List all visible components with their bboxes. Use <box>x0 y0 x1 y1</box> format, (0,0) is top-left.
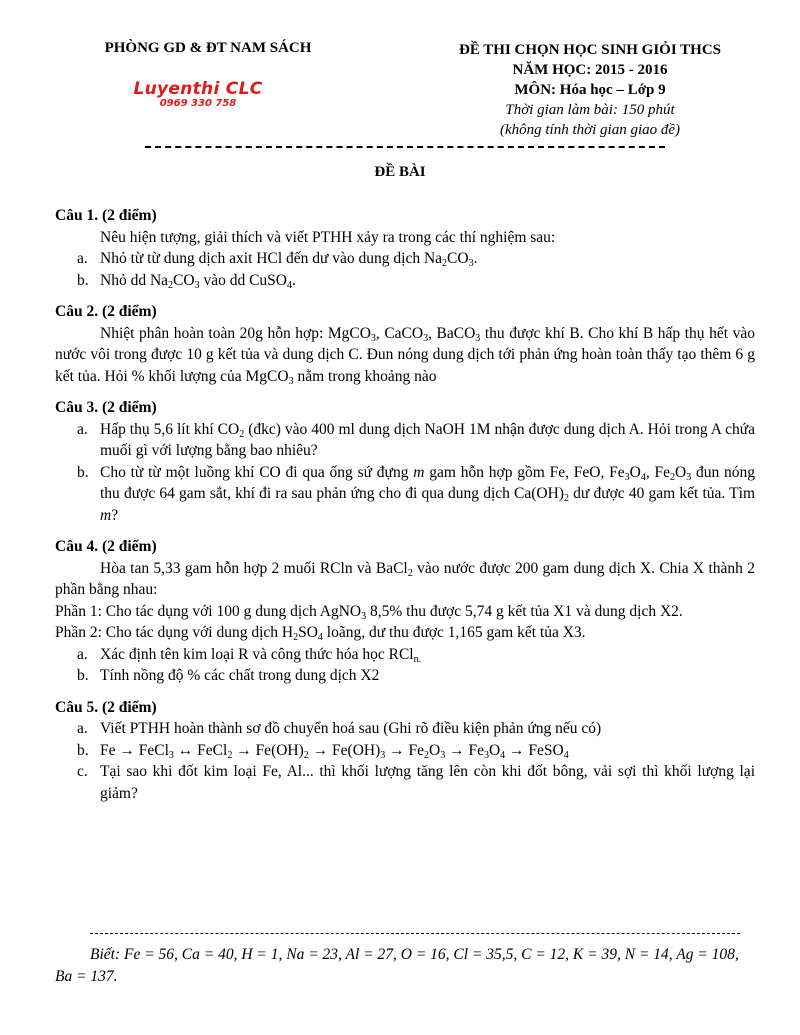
q5-b-mark: b. <box>77 741 89 759</box>
q4-item-b <box>55 665 755 687</box>
q1-title: Câu 1. (2 điểm) <box>55 207 157 224</box>
header-divider <box>145 146 665 148</box>
exam-content <box>55 205 755 804</box>
q4-b-mark: b. <box>77 667 89 684</box>
footer-text: Biết: Fe = 56, Ca = 40, H = 1, Na = 23, Al = 27, O = 16, Cl = 35,5, C = 12, K = 39, N = 14, Ag = 108, Ba = 137. <box>55 946 739 985</box>
q4-a-mark: a. <box>77 645 88 663</box>
q3-item-a: a. Hấp thụ 5,6 lít khí $CO_2$ (đkc) vào 400 ml dung dịch NaOH 1M nhận được dung dịch A. Hỏi trong A chứa muối gì với lượng bằng bao nhiêu? <box>77 420 755 459</box>
q1-item-b: b. Nhỏ dd $Na_2CO_3$ vào dd CuSO$_4$. <box>77 271 296 291</box>
q5-c-text: Tại sao khi đốt kim loại Fe, Al... thì khối lượng tăng lên còn khi đốt bông, vải sợi thì khối lượng lại giảm? <box>100 763 755 802</box>
q2-text: Nhiệt phân hoàn toàn 20g hỗn hợp: MgCO$_3$, CaCO$_3$, BaCO$_3$ thu được khí B. Cho khí B hấp thụ hết vào nước vôi trong được 10 g kết tủa và dung dịch C. Đun nóng dung dịch tới phản ứng hoàn toàn thấy tạo thêm 6 g kết tủa. Hỏi % khối lượng của MgCO$_3$ nằm trong khoảng nào <box>55 324 755 387</box>
section-title: ĐỀ BÀI <box>374 164 426 180</box>
q3-title: Câu 3. (2 điểm) <box>55 399 157 416</box>
q1-a-mark: a. <box>77 250 88 267</box>
school-year: NĂM HỌC: 2015 - 2016 <box>512 62 668 78</box>
q2-title: Câu 2. (2 điểm) <box>55 303 157 320</box>
q5-a-text: Viết PTHH hoàn thành sơ đồ chuyển hoá sau (Ghi rõ điều kiện phản ứng nếu có) <box>100 720 602 737</box>
subject: MÔN: Hóa học – Lớp 9 <box>514 82 666 98</box>
q4-title: Câu 4. (2 điểm) <box>55 538 157 555</box>
q1-intro: Nêu hiện tượng, giải thích và viết PTHH xảy ra trong các thí nghiệm sau: <box>100 228 556 246</box>
q5-item-a <box>55 718 755 740</box>
department-name: PHÒNG GD & ĐT NAM SÁCH <box>104 40 312 56</box>
q5-item-c <box>55 761 755 804</box>
footer-divider <box>90 933 740 934</box>
q4-part1: Phần 1: Cho tác dụng với 100 g dung dịch AgNO$_3$ 8,5% thu được 5,74 g kết tủa X1 và dung dịch X2. <box>55 602 683 622</box>
exam-time: Thời gian làm bài: 150 phút <box>505 102 675 118</box>
q5-title: Câu 5. (2 điểm) <box>55 698 157 716</box>
q3-a-mark: a. <box>77 420 88 438</box>
exam-time-note: (không tính thời gian giao đề) <box>499 122 681 138</box>
q5-item-b: b. Fe → FeCl$_3$ ↔ FeCl$_2$ → $Fe(OH)_2 \to Fe(OH)_3 \to Fe_2O_3 \to Fe_3O_4$ → FeSO$_4$ <box>77 741 569 761</box>
q4-intro: Hòa tan 5,33 gam hỗn hợp 2 muối RCln và BaCl$_2$ vào nước được 200 gam dung dịch X. Chia X thành 2 phần bằng nhau: <box>55 559 755 598</box>
q4-b-text: Tính nồng độ % các chất trong dung dịch X2 <box>100 667 380 684</box>
logo <box>118 80 278 109</box>
q5-a-mark: a. <box>77 720 88 737</box>
exam-header <box>400 40 780 140</box>
q4-part2: Phần 2: Cho tác dụng với dung dịch $H_2SO_4$ loãng, dư thu được 1,165 gam kết tủa X3. <box>55 624 586 643</box>
q1-item-a: a. Nhỏ từ từ dung dịch axit HCl đến dư vào dung dịch $Na_2CO_3$. <box>77 250 478 269</box>
q5-c-mark: c. <box>77 763 88 780</box>
exam-title: ĐỀ THI CHỌN HỌC SINH GIỎI THCS <box>458 42 721 58</box>
q3-b-mark: b. <box>77 463 89 481</box>
q1-b-mark: b. <box>77 271 89 289</box>
logo-phone: 0969 330 758 <box>159 98 237 109</box>
q3-item-b: b. Cho từ từ một luồng khí CO đi qua ống sứ đựng m gam hỗn hợp gồm Fe, FeO, $Fe_3O_4$, $Fe_2O_3$ đun nóng thu được 64 gam sắt, khí đi ra sau phản ứng cho đi qua dung dịch $Ca(OH)_2$ dư được 40 gam kết tủa. Tìm m? <box>77 463 756 524</box>
footer-note <box>55 944 755 988</box>
q4-item-a: a. Xác định tên kim loại R và công thức hóa học RCl$_{n.}$ <box>77 645 422 665</box>
logo-brand: Luyenthi CLC <box>133 79 263 99</box>
